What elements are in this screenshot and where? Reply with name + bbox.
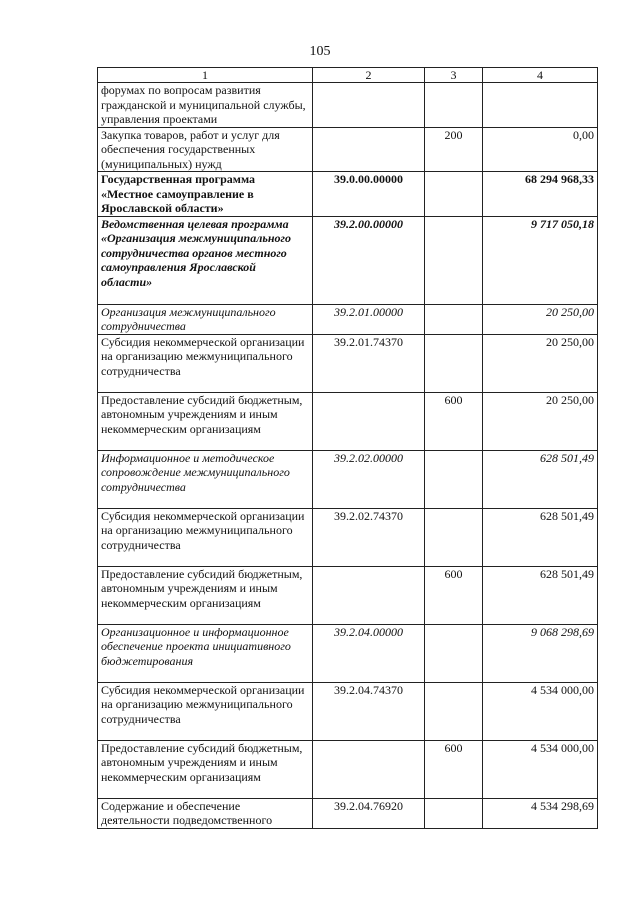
cell-expense-type	[425, 624, 483, 682]
cell-expense-type	[425, 334, 483, 392]
cell-code: 39.2.01.00000	[313, 304, 425, 334]
cell-name: Организация межмуниципального сотрудничества	[98, 304, 313, 334]
table-row	[98, 740, 598, 798]
table-row	[98, 172, 598, 217]
budget-table	[97, 67, 598, 829]
cell-expense-type	[425, 304, 483, 334]
column-header-expense-type: 3	[425, 68, 483, 83]
table-row	[98, 624, 598, 682]
cell-amount: 4 534 000,00	[483, 682, 598, 740]
table-row	[98, 334, 598, 392]
cell-code: 39.2.02.00000	[313, 450, 425, 508]
table-row	[98, 566, 598, 624]
cell-expense-type: 600	[425, 392, 483, 450]
cell-code: 39.2.04.76920	[313, 798, 425, 828]
cell-code	[313, 740, 425, 798]
table-row	[98, 127, 598, 172]
table-row	[98, 216, 598, 304]
cell-amount: 628 501,49	[483, 450, 598, 508]
cell-code: 39.2.04.74370	[313, 682, 425, 740]
table-row	[98, 682, 598, 740]
cell-name: Ведомственная целевая программа «Организация межмуниципального сотрудничества органов местного самоуправления Ярославской области»	[98, 216, 313, 304]
cell-amount: 9 717 050,18	[483, 216, 598, 304]
cell-amount: 628 501,49	[483, 566, 598, 624]
cell-name: Субсидия некоммерческой организации на организацию межмуниципального сотрудничества	[98, 508, 313, 566]
cell-name: Информационное и методическое сопровождение межмуниципального сотрудничества	[98, 450, 313, 508]
table-row	[98, 798, 598, 828]
cell-name: Предоставление субсидий бюджетным, автономным учреждениям и иным некоммерческим организациям	[98, 566, 313, 624]
cell-expense-type	[425, 172, 483, 217]
table-row	[98, 83, 598, 128]
cell-code: 39.2.01.74370	[313, 334, 425, 392]
cell-amount: 9 068 298,69	[483, 624, 598, 682]
cell-code	[313, 83, 425, 128]
column-header-code: 2	[313, 68, 425, 83]
cell-amount: 628 501,49	[483, 508, 598, 566]
cell-name: Предоставление субсидий бюджетным, автономным учреждениям и иным некоммерческим организациям	[98, 392, 313, 450]
column-header-amount: 4	[483, 68, 598, 83]
cell-name: Субсидия некоммерческой организации на организацию межмуниципального сотрудничества	[98, 682, 313, 740]
cell-name: Предоставление субсидий бюджетным, автономным учреждениям и иным некоммерческим организациям	[98, 740, 313, 798]
cell-code	[313, 566, 425, 624]
cell-amount	[483, 83, 598, 128]
cell-name: Закупка товаров, работ и услуг для обеспечения государственных (муниципальных) нужд	[98, 127, 313, 172]
table-row	[98, 304, 598, 334]
cell-expense-type: 600	[425, 740, 483, 798]
cell-expense-type	[425, 450, 483, 508]
cell-amount: 20 250,00	[483, 304, 598, 334]
cell-name: Государственная программа «Местное самоуправление в Ярославской области»	[98, 172, 313, 217]
cell-expense-type	[425, 508, 483, 566]
cell-code: 39.0.00.00000	[313, 172, 425, 217]
table-header-row	[98, 68, 598, 83]
cell-name: Субсидия некоммерческой организации на организацию межмуниципального сотрудничества	[98, 334, 313, 392]
table-row	[98, 508, 598, 566]
cell-expense-type	[425, 682, 483, 740]
cell-name: форумах по вопросам развития гражданской и муниципальной службы, управления проектами	[98, 83, 313, 128]
table-row	[98, 450, 598, 508]
cell-amount: 20 250,00	[483, 392, 598, 450]
cell-expense-type: 600	[425, 566, 483, 624]
page-number: 105	[309, 44, 331, 59]
cell-name: Содержание и обеспечение деятельности подведомственного	[98, 798, 313, 828]
cell-expense-type	[425, 83, 483, 128]
cell-code: 39.2.04.00000	[313, 624, 425, 682]
column-header-name: 1	[98, 68, 313, 83]
table-row	[98, 392, 598, 450]
table-body	[98, 83, 598, 829]
cell-code	[313, 392, 425, 450]
cell-amount: 4 534 000,00	[483, 740, 598, 798]
cell-expense-type: 200	[425, 127, 483, 172]
cell-amount: 20 250,00	[483, 334, 598, 392]
cell-code	[313, 127, 425, 172]
cell-expense-type	[425, 798, 483, 828]
cell-amount: 68 294 968,33	[483, 172, 598, 217]
cell-code: 39.2.00.00000	[313, 216, 425, 304]
cell-code: 39.2.02.74370	[313, 508, 425, 566]
cell-amount: 4 534 298,69	[483, 798, 598, 828]
cell-name: Организационное и информационное обеспечение проекта инициативного бюджетирования	[98, 624, 313, 682]
cell-expense-type	[425, 216, 483, 304]
cell-amount: 0,00	[483, 127, 598, 172]
